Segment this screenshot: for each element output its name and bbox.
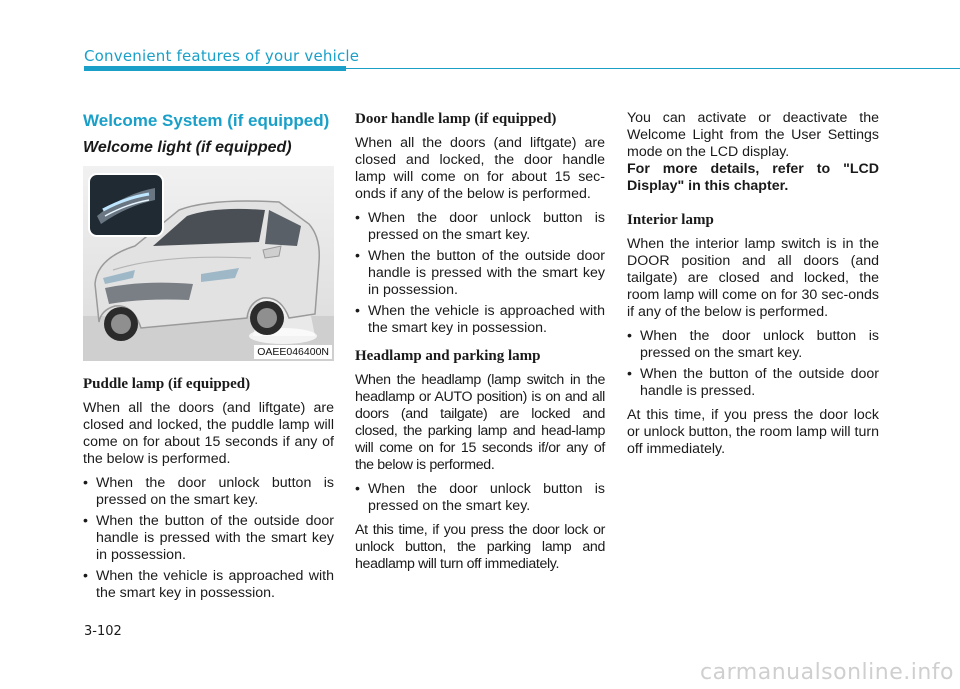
- welcome-light-settings-text: You can activate or deactivate the Welcome Light from the User Settings mode on the LCD display.: [627, 110, 879, 160]
- list-item: • When the vehicle is approached with the smart key in possession.: [83, 568, 334, 602]
- page-number: 3-102: [84, 624, 122, 639]
- subsection-title: Welcome light (if equipped): [83, 139, 292, 156]
- interior-lamp-title: Interior lamp: [627, 212, 714, 228]
- puddle-lamp-list: [83, 475, 334, 602]
- figure-code: OAEE046400N: [254, 345, 332, 359]
- door-handle-lamp-list: [355, 210, 605, 337]
- list-item: • When the vehicle is approached with the smart key in possession.: [355, 303, 605, 337]
- column-2: [355, 110, 605, 580]
- list-item: • When the door unlock button is pressed on the smart key.: [83, 475, 334, 509]
- header-rule-thick: [84, 66, 346, 71]
- interior-lamp-outro: At this time, if you press the door lock or unlock button, the room lamp will turn off immediately.: [627, 407, 879, 457]
- list-item: • When the button of the outside door handle is pressed with the smart key in possession.: [355, 248, 605, 299]
- headlamp-intro: When the headlamp (lamp switch in the headlamp or AUTO position) is on and all doors (and tailgate) are locked and closed, the parking lamp and head-lamp will come on for 15 seconds if/or any of the below is performed.: [355, 372, 605, 473]
- watermark: carmanualsonline.info: [700, 660, 954, 685]
- headlamp-title: Headlamp and parking lamp: [355, 348, 541, 364]
- puddle-lamp-title: Puddle lamp (if equipped): [83, 376, 251, 392]
- interior-lamp-intro: When the interior lamp switch is in the DOOR position and all doors (and tailgate) are closed and locked, the room lamp will come on for 30 sec-onds if any of the below is performed.: [627, 236, 879, 320]
- section-header-title: Convenient features of your vehicle: [84, 47, 360, 65]
- list-item: • When the door unlock button is pressed on the smart key.: [355, 481, 605, 515]
- door-handle-lamp-title: Door handle lamp (if equipped): [355, 111, 557, 127]
- column-1: [83, 110, 334, 609]
- headlamp-outro: At this time, if you press the door lock or unlock button, the parking lamp and headlamp will turn off immediately.: [355, 522, 605, 572]
- headlamp-list: [355, 481, 605, 515]
- list-item: • When the door unlock button is pressed on the smart key.: [355, 210, 605, 244]
- interior-lamp-list: [627, 328, 879, 400]
- list-item: • When the button of the outside door handle is pressed with the smart key in possession.: [83, 513, 334, 564]
- list-item: • When the door unlock button is pressed on the smart key.: [627, 328, 879, 362]
- car-illustration: [83, 166, 334, 361]
- list-item: • When the button of the outside door handle is pressed.: [627, 366, 879, 400]
- header-rule-thin: [346, 68, 960, 69]
- welcome-light-figure: [83, 166, 334, 361]
- door-handle-lamp-intro: When all the doors (and liftgate) are closed and locked, the door handle lamp will come on for about 15 sec-onds if any of the below is performed.: [355, 135, 605, 202]
- welcome-light-settings-reference: For more details, refer to "LCD Display" in this chapter.: [627, 161, 879, 194]
- column-3: [627, 110, 879, 465]
- puddle-lamp-intro: When all the doors (and liftgate) are closed and locked, the puddle lamp will come on for about 15 seconds if any of the below is performed.: [83, 400, 334, 467]
- section-title: Welcome System (if equipped): [83, 111, 330, 130]
